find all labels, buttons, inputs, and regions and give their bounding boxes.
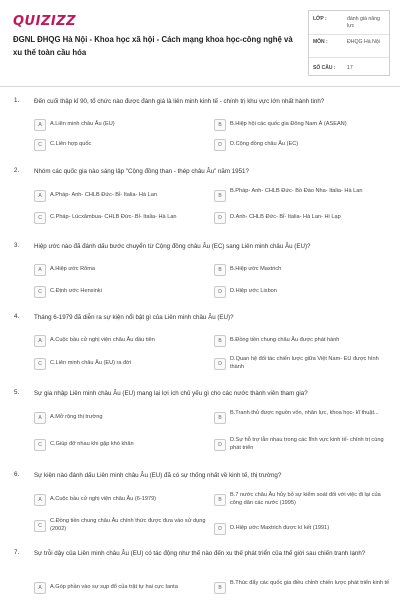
info-label: SỐ CÂU :	[313, 65, 336, 71]
option-badge: D	[214, 523, 226, 535]
question-number: 6.	[14, 471, 20, 478]
option-d[interactable]	[214, 284, 392, 302]
option-a[interactable]	[34, 580, 212, 598]
info-divider	[309, 34, 389, 35]
option-text: A.Cuộc bầu cử nghị viện châu Âu đầu tiên	[50, 337, 155, 343]
option-badge: B	[214, 582, 226, 594]
option-d[interactable]	[214, 356, 392, 374]
option-c[interactable]	[34, 356, 212, 374]
option-text: A.Cuộc bầu cử nghị viện châu Âu (6-1979)	[50, 496, 157, 502]
option-text: C.Liên hợp quốc	[50, 141, 92, 147]
option-badge: C	[34, 286, 46, 298]
option-badge: C	[34, 139, 46, 151]
option-badge: D	[214, 139, 226, 151]
option-a[interactable]	[34, 492, 212, 510]
question-text: Nhóm các quốc gia nào sáng lập "Cộng đồng than - thép châu Âu" năm 1951?	[34, 168, 249, 175]
question-number: 4.	[14, 313, 20, 320]
question-number: 5.	[14, 389, 20, 396]
option-b[interactable]	[214, 333, 392, 351]
option-b[interactable]	[214, 117, 392, 135]
option-text: D.Anh- CHLB Đức- Bỉ- Italia- Hà Lan- Hi Lạp	[230, 214, 341, 220]
option-a[interactable]	[34, 410, 212, 428]
option-text: A.Liên minh châu Âu (EU)	[50, 121, 115, 127]
info-label: LỚP :	[313, 16, 327, 22]
option-badge: D	[214, 286, 226, 298]
option-badge: A	[34, 582, 46, 594]
option-d[interactable]	[214, 210, 392, 228]
option-text: B.7 nước châu Âu hủy bỏ sự kiểm soát đối với việc đi lại của công dân các nước (1995)	[230, 492, 381, 506]
option-c[interactable]	[34, 137, 212, 155]
option-text: D.Hiệp ước Maxtrich được kí kết (1991)	[230, 525, 330, 531]
option-badge: A	[34, 119, 46, 131]
option-text: B.Đồng tiền chung châu Âu được phát hành	[230, 337, 340, 343]
option-b[interactable]	[214, 262, 392, 280]
option-d[interactable]	[214, 137, 392, 155]
option-c[interactable]	[34, 210, 212, 228]
option-text: A.Góp phần vào sự sụp đổ của trật tự hai cực Ianta	[50, 584, 178, 590]
option-text: C.Giúp đỡ nhau khi gặp khó khăn	[50, 441, 134, 447]
option-c[interactable]	[34, 437, 212, 455]
question-number: 7.	[14, 549, 20, 556]
option-text: B.Hiệp ước Maxtrich	[230, 266, 282, 272]
question-text: Hiệp ước nào đã đánh dấu bước chuyển từ Cộng đồng châu Âu (EC) sang Liên minh châu Âu (EU)?	[34, 243, 311, 250]
question-text: Sự gia nhập Liên minh châu Âu (EU) mang lại lợi ích chủ yếu gì cho các nước thành viên tham gia?	[34, 390, 308, 397]
option-a[interactable]	[34, 188, 212, 206]
option-badge: B	[214, 412, 226, 424]
document-title: ĐGNL ĐHQG Hà Nội - Khoa học xã hội - Cách mạng khoa học-công nghệ và xu thế toàn cầu hóa	[13, 35, 293, 57]
option-a[interactable]	[34, 333, 212, 351]
option-text: C.Đồng tiền chung châu Âu chính thức được đưa vào sử dụng (2002)	[50, 518, 206, 532]
option-badge: C	[34, 520, 46, 532]
option-badge: B	[214, 335, 226, 347]
option-text: B.Thúc đẩy các quốc gia điều chỉnh chiến lược phát triển kinh tế	[230, 580, 390, 586]
info-divider	[309, 57, 389, 58]
option-b[interactable]	[214, 492, 392, 510]
question-number: 3.	[14, 242, 20, 249]
question-number: 1.	[14, 97, 20, 104]
option-a[interactable]	[34, 117, 212, 135]
option-text: A.Pháp- Anh- CHLB Đức- Bỉ- Italia- Hà Lan	[50, 192, 157, 198]
option-a[interactable]	[34, 262, 212, 280]
option-badge: C	[34, 358, 46, 370]
option-text: D.Sự hỗ trợ lẫn nhau trong các lĩnh vực kinh tế- chính trị cùng phát triển	[230, 437, 384, 451]
header-divider	[0, 86, 400, 87]
info-value: đánh giá năng lực	[347, 16, 380, 29]
option-badge: A	[34, 335, 46, 347]
option-c[interactable]	[34, 518, 212, 536]
option-badge: B	[214, 264, 226, 276]
option-text: B.Hiệp hội các quốc gia Đông Nam Á (ASEAN)	[230, 121, 347, 127]
info-value: ĐHQG Hà Nội	[347, 39, 380, 45]
option-badge: B	[214, 494, 226, 506]
option-b[interactable]	[214, 410, 392, 428]
option-d[interactable]	[214, 437, 392, 455]
question-text: Tháng 6-1979 đã diễn ra sự kiện nổi bật gì của Liên minh châu Âu (EU)?	[34, 314, 234, 321]
option-badge: D	[214, 212, 226, 224]
quizizz-logo: QUIZIZZ	[13, 14, 77, 29]
option-badge: C	[34, 212, 46, 224]
option-text: D.Cộng đồng châu Âu (EC)	[230, 141, 299, 147]
option-text: C.Định ước Henxinki	[50, 288, 102, 294]
option-badge: D	[214, 439, 226, 451]
option-text: B.Tranh thủ được nguồn vốn, nhân lực, khoa học- kĩ thuật...	[230, 410, 379, 416]
option-c[interactable]	[34, 284, 212, 302]
option-text: C.Liên minh châu Âu (EU) ra đời	[50, 360, 132, 366]
question-text: Sự trỗi dậy của Liên minh châu Âu (EU) có tác động như thế nào đến xu thế phát triển của thế giới sau chiến tranh lạnh?	[34, 550, 366, 557]
info-value: 17	[347, 65, 353, 71]
option-text: C.Pháp- Lúcxămbua- CHLB Đức- Bỉ- Italia- Hà Lan	[50, 214, 177, 220]
info-label: MÔN :	[313, 39, 328, 45]
question-text: Sự kiện nào đánh dấu Liên minh châu Âu (EU) đã có sự thống nhất về kinh tế, thị trường?	[34, 472, 282, 479]
option-badge: D	[214, 358, 226, 370]
option-b[interactable]	[214, 580, 392, 598]
option-text: D.Hiệp ước Lisbon	[230, 288, 277, 294]
option-text: B.Pháp- Anh- CHLB Đức- Bồ Đào Nha- Italia- Hà Lan	[230, 188, 363, 194]
question-text: Đến cuối thập kỉ 90, tổ chức nào được đánh giá là liên minh kinh tế - chính trị khu vực lớn nhất hành tinh?	[34, 98, 325, 105]
page-header	[0, 0, 400, 82]
option-badge: A	[34, 264, 46, 276]
option-badge: A	[34, 412, 46, 424]
option-d[interactable]	[214, 521, 392, 539]
option-badge: A	[34, 190, 46, 202]
option-badge: A	[34, 494, 46, 506]
option-badge: B	[214, 119, 226, 131]
option-badge: B	[214, 190, 226, 202]
option-text: A.Hiệp ước Rôma	[50, 266, 96, 272]
option-b[interactable]	[214, 188, 392, 206]
option-text: D.Quan hệ đối tác chiến lược giữa Việt Nam- EU được hình thành	[230, 356, 379, 370]
info-box	[308, 10, 390, 76]
option-badge: C	[34, 439, 46, 451]
option-text: A.Mở rộng thị trường	[50, 414, 103, 420]
question-number: 2.	[14, 167, 20, 174]
